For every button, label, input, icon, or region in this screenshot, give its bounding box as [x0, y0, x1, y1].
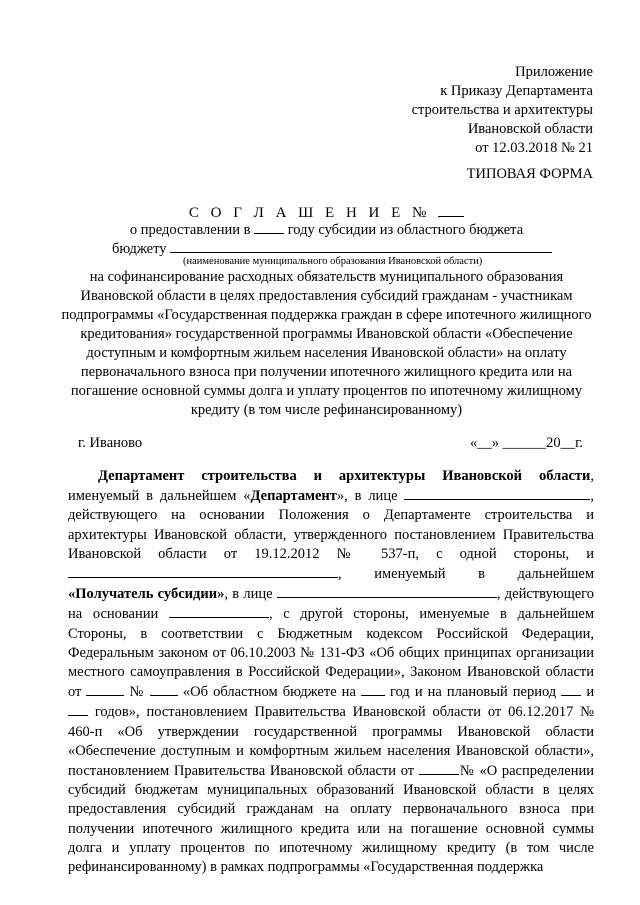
subtitle-text-a: о предоставлении в: [129, 222, 251, 238]
title-text: С О Г Л А Ш Е Н И Е №: [188, 205, 431, 221]
body-text: и: [586, 684, 595, 701]
blank-line: [150, 682, 178, 696]
annex-line: Ивановской области: [467, 121, 593, 137]
body-text: , действующего на основании Положения о Департаменте строительства и архитектуры Ивановской области, утвержденного постановлением Правительства Ивановской области от 19.12.2012 № 537-п, с одной стороны, и: [68, 488, 594, 562]
annex-line: к Приказу Департамента: [440, 83, 593, 99]
body-text: №: [129, 684, 145, 701]
annex-line: от 12.03.2018 № 21: [475, 140, 593, 156]
body-text: годов», постановлением Правительства Ивановской области от 06.12.2017 № 460-п «Об утверждении государственной программы Ивановской области «Обеспечение доступным и комфортным жильем населения Ивановской области», постановлением Правительства Ивановской области от: [68, 704, 594, 780]
body-text: «Об областном бюджете на: [182, 684, 356, 701]
purpose-text: на софинансирование расходных обязательств муниципального образования Ивановской области в целях предоставления субсидий гражданам - участникам подпрограммы «Государственная поддержка граждан в сфере ипотечного жилищного кредитования» государственной программы Ивановской области «Обеспечение доступным и комфортным жильем населения Ивановской области» на оплату первоначального взноса при получении ипотечного жилищного кредита или на погашение основной суммы долга и уплату процентов по ипотечному жилищному кредиту (в том числе рефинансированному): [61, 269, 592, 418]
body-paragraph: [68, 467, 594, 877]
blank-line: [361, 682, 385, 696]
place-text: г. Иваново: [78, 435, 143, 451]
municipality-hint: (наименование муниципального образования Ивановской области): [183, 256, 483, 267]
blank-line: [277, 584, 497, 598]
blank-line: [68, 564, 338, 578]
year-blank: [254, 220, 284, 234]
agreement-body: [68, 467, 594, 877]
blank-line: [404, 486, 590, 500]
body-text: , именуемый в дальнейшем «: [68, 468, 594, 505]
budget-line: [112, 238, 552, 258]
body-text: , в лице: [224, 586, 273, 603]
municipality-blank: [170, 238, 552, 253]
department-name: Департамент строительства и архитектуры Ивановской области: [98, 468, 591, 484]
annex-line: строительства и архитектуры: [411, 102, 593, 118]
budget-label: бюджету: [112, 241, 167, 257]
blank-line: [561, 682, 581, 696]
recipient-name: «Получатель субсидии»: [68, 586, 225, 603]
body-text: , именуемый в дальнейшем: [338, 566, 594, 583]
document-title: [60, 202, 593, 222]
blank-line: [169, 604, 269, 618]
annex-block: [412, 63, 593, 158]
body-text: , с другой стороны, именуемые в дальнейшем Стороны, в соответствии с Бюджетным кодексом Российской Федерации, Федеральным законом от 06.10.2003 № 131-ФЗ «Об общих принципах организации местного самоуправления в Российской Федерации», Законом Ивановской области от: [68, 606, 595, 701]
blank-line: [86, 682, 124, 696]
body-text: , действующего на основании: [68, 586, 595, 623]
form-type-label: ТИПОВАЯ ФОРМА: [466, 166, 593, 182]
subtitle-line: [60, 220, 593, 239]
body-text: год и на плановый период: [390, 684, 557, 701]
body-text: № «О распределении субсидий бюджетам муниципальных образований Ивановской области в целях предоставления субсидий гражданам на оплату первоначального взноса при получении ипотечного жилищного кредита или на погашение основной суммы долга и уплату процентов по ипотечному жилищному кредиту (в том числе рефинансированному) в рамках подпрограммы «Государственная поддержка: [68, 763, 594, 876]
department-short: Департамент: [250, 488, 337, 505]
annex-line: Приложение: [515, 64, 593, 80]
body-text: », в лице: [336, 488, 398, 505]
blank-line: [419, 761, 459, 775]
date-text: «__» ______20__г.: [469, 435, 583, 451]
blank-line: [68, 702, 88, 716]
subtitle-text-b: году субсидии из областного бюджета: [287, 222, 524, 238]
agreement-number-blank: [438, 202, 464, 217]
